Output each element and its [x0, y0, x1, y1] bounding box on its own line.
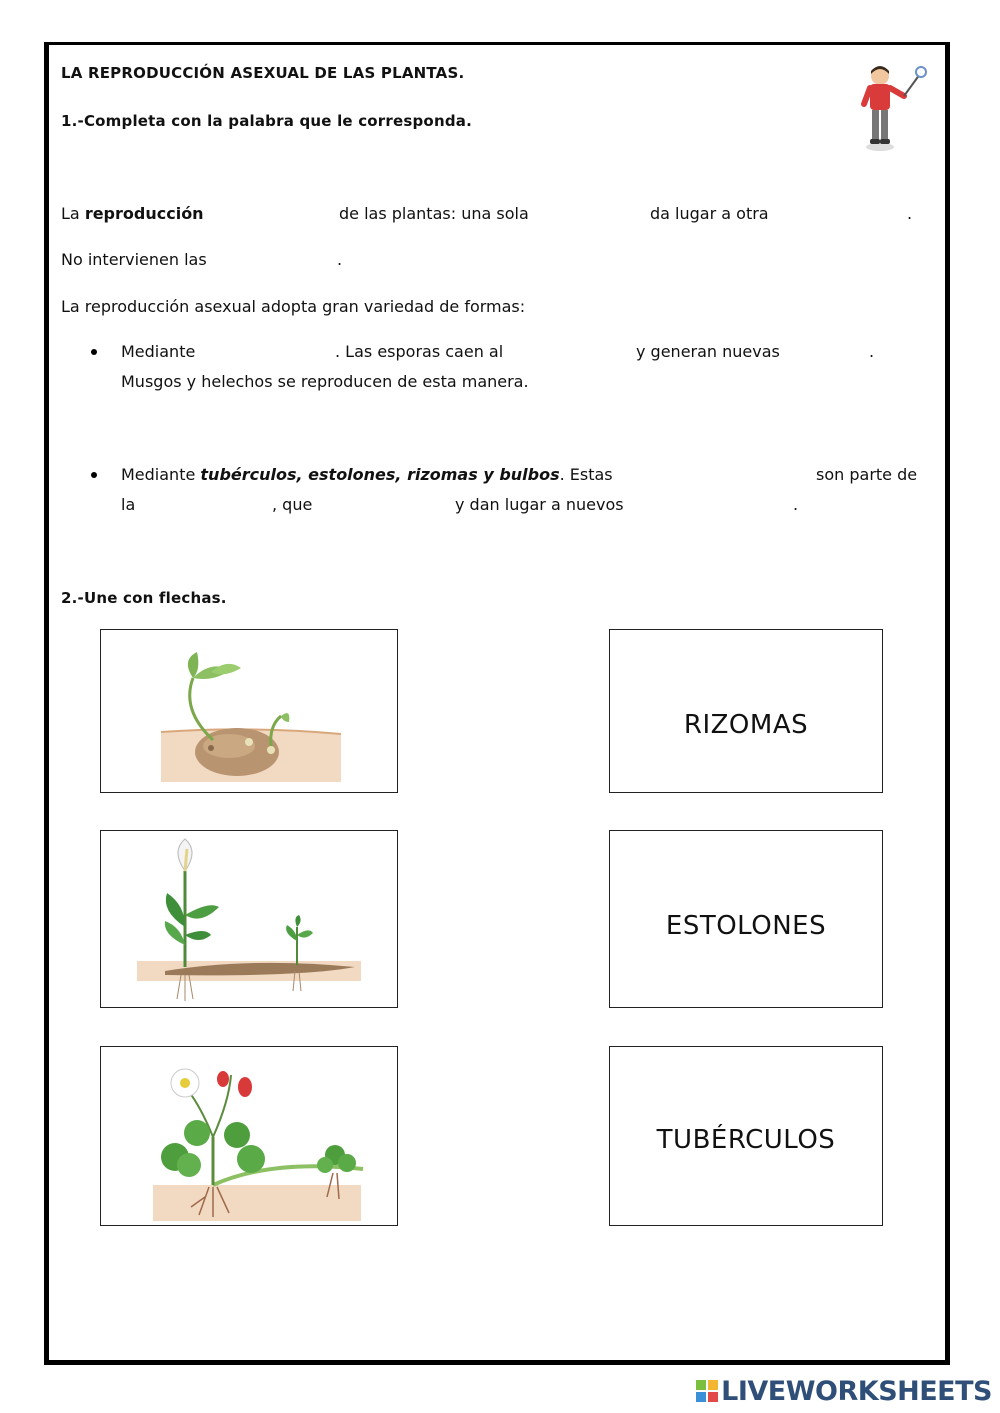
word-tuberculos: TUBÉRCULOS [656, 1125, 836, 1155]
bullet1-text-b: . Las esporas caen al [335, 342, 504, 361]
line1-text-3: da lugar a otra [650, 204, 769, 223]
blank-2[interactable] [540, 202, 645, 224]
line2-text: No intervienen las [61, 250, 207, 269]
rhizome-plant-image [101, 831, 397, 1007]
word-rizomas: RIZOMAS [683, 710, 809, 740]
exercise-1-heading: 1.-Completa con la palabra que le corresponda. [61, 112, 472, 130]
bullet2-text-f: , que [272, 495, 313, 514]
line1-text-2: de las plantas: una sola [339, 204, 529, 223]
blank-7[interactable] [786, 340, 866, 362]
blank-9[interactable] [140, 493, 268, 515]
word-box-estolones[interactable] [609, 830, 883, 1008]
blank-5[interactable] [208, 340, 333, 362]
word-estolones: ESTOLONES [665, 911, 827, 941]
bullet2-text-d: son parte de [816, 465, 918, 484]
image-box-stolon[interactable] [100, 1046, 398, 1226]
bullet2-period: . [793, 495, 799, 514]
exercise-2-heading: 2.-Une con flechas. [61, 589, 227, 607]
line1-period: . [907, 204, 913, 223]
blank-1[interactable] [205, 202, 330, 224]
bullet2-text-a: Mediante tubérculos, estolones, rizomas y bulbos. Estas [121, 465, 613, 484]
bullet1-text-c: y generan nuevas [636, 342, 780, 361]
teacher-pointer-icon [850, 62, 930, 154]
worksheet-title: LA REPRODUCCIÓN ASEXUAL DE LAS PLANTAS. [61, 64, 465, 82]
line1-text: La reproducción [61, 204, 204, 223]
bullet1-line2: Musgos y helechos se reproducen de esta manera. [121, 372, 529, 391]
line3-text: La reproducción asexual adopta gran variedad de formas: [61, 297, 526, 316]
image-box-tuber[interactable] [100, 629, 398, 793]
bullet1-text-a: Mediante [121, 342, 196, 361]
strawberry-stolon-image [101, 1047, 397, 1225]
liveworksheets-logo[interactable]: LIVEWORKSHEETS [696, 1376, 992, 1407]
blank-4[interactable] [222, 248, 334, 270]
word-box-tuberculos[interactable] [609, 1046, 883, 1226]
bullet-dot [91, 349, 97, 355]
line2-period: . [337, 250, 343, 269]
blank-11[interactable] [633, 493, 791, 515]
word-box-rizomas[interactable] [609, 629, 883, 793]
bullet1-period: . [869, 342, 875, 361]
bullet2-text-e: la [121, 495, 136, 514]
blank-8[interactable] [625, 463, 810, 485]
bullet2-text-g: y dan lugar a nuevos [455, 495, 624, 514]
potato-tuber-image [101, 630, 397, 792]
liveworksheets-logo-icon [696, 1380, 718, 1402]
blank-3[interactable] [782, 202, 902, 224]
image-box-rhizome[interactable] [100, 830, 398, 1008]
bullet-dot [91, 472, 97, 478]
blank-6[interactable] [515, 340, 630, 362]
blank-10[interactable] [318, 493, 450, 515]
